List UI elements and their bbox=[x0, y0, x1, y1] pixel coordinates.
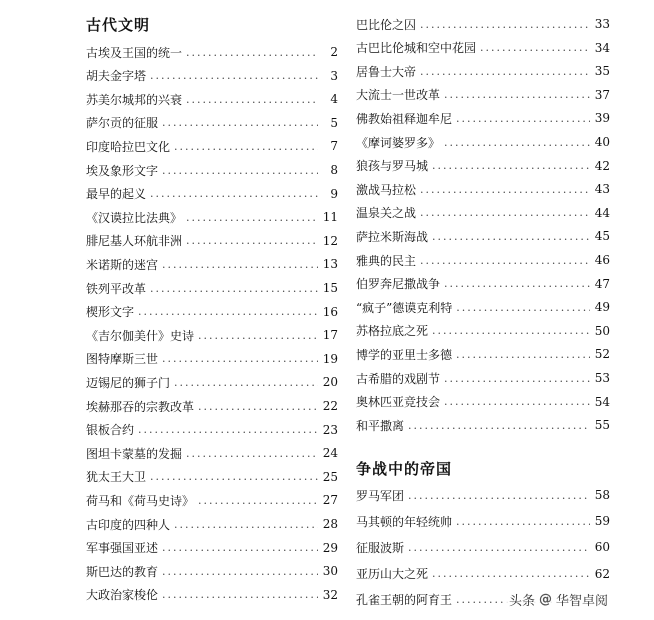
toc-entry-title: 埃及象形文字 bbox=[86, 163, 159, 178]
toc-entry-page: 9 bbox=[330, 186, 338, 201]
toc-entry-page: 59 bbox=[594, 514, 610, 529]
toc-entry-page: 24 bbox=[322, 446, 338, 461]
toc-entry bbox=[356, 38, 610, 58]
toc-entry-page: 16 bbox=[322, 304, 338, 319]
toc-entry bbox=[356, 297, 610, 317]
toc-entry-title: 斯巴达的教育 bbox=[86, 564, 159, 579]
toc-entry-page: 13 bbox=[322, 257, 338, 272]
toc-entry-page: 30 bbox=[322, 564, 338, 579]
toc-entry-title: 埃赫那吞的宗教改革 bbox=[86, 399, 195, 414]
toc-entry bbox=[86, 184, 338, 204]
toc-entry bbox=[86, 325, 338, 345]
toc-leader-dots bbox=[408, 419, 590, 432]
toc-leader-dots bbox=[432, 230, 590, 243]
toc-entry bbox=[356, 274, 610, 294]
toc-entry-page: 52 bbox=[594, 347, 610, 362]
toc-entry-page: 33 bbox=[594, 17, 610, 31]
toc-entry bbox=[86, 42, 338, 62]
toc-entry-title: 奥林匹亚竞技会 bbox=[356, 395, 441, 410]
toc-leader-dots bbox=[150, 69, 318, 82]
toc-leader-dots bbox=[162, 164, 318, 177]
toc-entry bbox=[86, 585, 338, 605]
toc-leader-dots bbox=[444, 136, 590, 149]
toc-entry-title: 雅典的民主 bbox=[356, 253, 417, 268]
toc-entry-page: 5 bbox=[330, 115, 338, 130]
toc-entry bbox=[86, 231, 338, 251]
toc-entry bbox=[86, 396, 338, 416]
toc-entry-title: 迈锡尼的狮子门 bbox=[86, 375, 171, 390]
toc-entry bbox=[356, 85, 610, 105]
toc-entry-page: 4 bbox=[330, 92, 338, 107]
toc-entry bbox=[86, 372, 338, 392]
toc-entry-title: 居鲁士大帝 bbox=[356, 64, 417, 79]
section-title-ancient: 古代文明 bbox=[86, 16, 151, 34]
toc-entry-title: 《吉尔伽美什》史诗 bbox=[86, 328, 195, 343]
toc-entry-page: 8 bbox=[330, 163, 338, 177]
toc-entry-page: 39 bbox=[594, 111, 610, 126]
toc-entry-title: 苏美尔城邦的兴衰 bbox=[86, 92, 183, 107]
toc-entry bbox=[86, 420, 338, 440]
toc-entry-title: 古巴比伦城和空中花园 bbox=[356, 41, 477, 56]
toc-entry-page: 37 bbox=[594, 87, 610, 102]
toc-entry-page: 47 bbox=[594, 276, 610, 291]
toc-entry bbox=[86, 514, 338, 534]
toc-entry-title: 犹太王大卫 bbox=[86, 470, 147, 485]
toc-leader-dots bbox=[444, 277, 590, 290]
toc-entry-page: 54 bbox=[594, 394, 610, 409]
toc-entry-title: 古希腊的戏剧节 bbox=[356, 371, 441, 386]
toc-leader-dots bbox=[186, 46, 318, 59]
toc-leader-dots bbox=[432, 324, 590, 337]
toc-entry bbox=[86, 207, 338, 227]
toc-leader-dots bbox=[186, 234, 318, 247]
toc-entry-title: 温泉关之战 bbox=[356, 206, 417, 221]
toc-entry-page: 55 bbox=[594, 418, 610, 433]
toc-entry-page: 42 bbox=[594, 158, 610, 173]
toc-leader-dots bbox=[456, 348, 590, 361]
toc-leader-dots bbox=[444, 88, 590, 101]
toc-entry-title: 伯罗奔尼撒战争 bbox=[356, 277, 441, 292]
toc-leader-dots bbox=[480, 41, 590, 54]
toc-entry-page: 19 bbox=[322, 351, 338, 366]
toc-leader-dots bbox=[150, 187, 318, 200]
toc-entry bbox=[356, 344, 610, 364]
toc-entry bbox=[86, 443, 338, 463]
toc-entry bbox=[86, 467, 338, 487]
toc-leader-dots bbox=[456, 515, 590, 528]
toc-entry-title: “疯子”德谟克利特 bbox=[356, 300, 453, 315]
toc-leader-dots bbox=[444, 395, 590, 408]
toc-entry bbox=[86, 66, 338, 86]
toc-entry-title: 征服波斯 bbox=[356, 540, 405, 555]
toc-entry-title: 最早的起义 bbox=[86, 187, 147, 202]
toc-entry-title: 佛教始祖释迦牟尼 bbox=[356, 111, 453, 126]
toc-entry-page: 17 bbox=[322, 328, 338, 343]
toc-entry-page: 27 bbox=[322, 493, 338, 508]
toc-leader-dots bbox=[408, 489, 590, 502]
at-icon: @ bbox=[539, 591, 553, 607]
toc-entry-title: 胡夫金字塔 bbox=[86, 69, 147, 84]
toc-entry-page: 28 bbox=[322, 517, 338, 531]
toc-entry bbox=[356, 485, 610, 505]
toc-entry bbox=[86, 89, 338, 109]
toc-entry bbox=[356, 511, 610, 531]
toc-entry bbox=[356, 14, 610, 34]
toc-entry-page: 20 bbox=[322, 375, 338, 390]
toc-entry bbox=[86, 302, 338, 322]
toc-entry-page: 53 bbox=[594, 371, 610, 385]
toc-entry-title: 大政治家梭伦 bbox=[86, 588, 159, 603]
toc-entry-title: 荷马和《荷马史诗》 bbox=[86, 493, 195, 508]
toc-entry-title: 军事强国亚述 bbox=[86, 541, 159, 556]
toc-entry-title: 银板合约 bbox=[86, 423, 135, 438]
toc-entry-title: 米诺斯的迷宫 bbox=[86, 257, 159, 272]
toc-entry-title: 古印度的四种人 bbox=[86, 517, 171, 532]
toc-entry-page: 46 bbox=[594, 253, 610, 267]
toc-entry-page: 23 bbox=[322, 422, 338, 437]
toc-leader-dots bbox=[162, 352, 318, 365]
toc-entry-title: 大流士一世改革 bbox=[356, 88, 441, 103]
toc-entry-page: 11 bbox=[322, 210, 338, 225]
toc-entry-page: 2 bbox=[330, 45, 338, 59]
toc-entry-page: 40 bbox=[594, 135, 610, 149]
toc-leader-dots bbox=[420, 206, 590, 219]
toc-entry-page: 45 bbox=[594, 229, 610, 244]
toc-entry-title: 苏格拉底之死 bbox=[356, 324, 429, 339]
toc-entry bbox=[86, 561, 338, 581]
toc-entry-page: 62 bbox=[594, 566, 610, 581]
toc-entry bbox=[356, 368, 610, 388]
toc-leader-dots bbox=[198, 400, 318, 413]
toc-entry-page: 29 bbox=[322, 540, 338, 555]
toc-leader-dots bbox=[162, 541, 318, 554]
toc-entry-page: 32 bbox=[322, 587, 338, 602]
toc-leader-dots bbox=[138, 423, 318, 436]
toc-entry-title: 《汉谟拉比法典》 bbox=[86, 210, 183, 225]
toc-entry bbox=[356, 226, 610, 246]
toc-leader-dots bbox=[420, 183, 590, 196]
toc-entry-title: 萨拉米斯海战 bbox=[356, 229, 429, 244]
toc-leader-dots bbox=[186, 447, 318, 460]
toc-entry-page: 49 bbox=[594, 300, 610, 315]
toc-entry-title: 古埃及王国的统一 bbox=[86, 45, 183, 60]
toc-leader-dots bbox=[174, 518, 318, 531]
toc-leader-dots bbox=[456, 112, 590, 125]
toc-entry bbox=[356, 179, 610, 199]
toc-entry bbox=[356, 203, 610, 223]
toc-entry-title: 罗马军团 bbox=[356, 488, 405, 503]
toc-entry-title: 印度哈拉巴文化 bbox=[86, 139, 171, 154]
toc-entry-title: 图坦卡蒙墓的发掘 bbox=[86, 446, 183, 461]
toc-leader-dots bbox=[432, 159, 590, 172]
toc-entry bbox=[356, 250, 610, 270]
toc-leader-dots bbox=[138, 305, 318, 318]
toc-leader-dots bbox=[420, 18, 590, 31]
toc-entry bbox=[86, 349, 338, 369]
toc-entry-title: 博学的亚里士多德 bbox=[356, 347, 453, 362]
toc-entry-title: 狼孩与罗马城 bbox=[356, 159, 429, 174]
toc-entry-title: 和平撒离 bbox=[356, 418, 405, 433]
toc-entry-page: 58 bbox=[594, 488, 610, 502]
toc-leader-dots bbox=[174, 376, 318, 389]
toc-entry bbox=[86, 254, 338, 274]
toc-entry-page: 44 bbox=[594, 205, 610, 220]
toc-leader-dots bbox=[150, 470, 318, 483]
toc-leader-dots bbox=[420, 254, 590, 267]
toc-entry-title: 激战马拉松 bbox=[356, 182, 417, 197]
toc-entry-title: 铁列平改革 bbox=[86, 281, 147, 296]
toc-entry-title: 楔形文字 bbox=[86, 305, 135, 320]
toc-entry-page: 43 bbox=[594, 182, 610, 197]
toc-entry-title: 萨尔贡的征服 bbox=[86, 116, 159, 131]
toc-entry-page: 3 bbox=[330, 68, 338, 83]
watermark-prefix: 头条 bbox=[509, 593, 536, 609]
toc-leader-dots bbox=[162, 565, 318, 578]
toc-entry-title: 图特摩斯三世 bbox=[86, 352, 159, 367]
toc-entry-page: 25 bbox=[322, 469, 338, 484]
toc-entry-page: 7 bbox=[330, 139, 338, 154]
toc-entry-page: 22 bbox=[322, 399, 338, 413]
section-title-empires: 争战中的帝国 bbox=[356, 460, 453, 478]
toc-entry bbox=[86, 160, 338, 180]
toc-leader-dots bbox=[198, 329, 318, 342]
toc-entry bbox=[86, 278, 338, 298]
watermark-name: 华智卓阅 bbox=[556, 593, 609, 609]
toc-leader-dots bbox=[162, 258, 318, 271]
toc-entry bbox=[356, 108, 610, 128]
toc-entry-page: 34 bbox=[594, 40, 610, 55]
toc-entry bbox=[356, 564, 610, 584]
toc-entry bbox=[356, 156, 610, 176]
toc-entry bbox=[356, 321, 610, 341]
toc-leader-dots bbox=[186, 93, 318, 106]
toc-entry-page: 60 bbox=[594, 540, 610, 555]
toc-leader-dots bbox=[408, 541, 590, 554]
toc-entry-title: 腓尼基人环航非洲 bbox=[86, 234, 183, 249]
toc-leader-dots bbox=[150, 282, 318, 295]
toc-entry-title: 亚历山大之死 bbox=[356, 567, 429, 582]
toc-entry-title: 巴比伦之囚 bbox=[356, 17, 417, 32]
toc-leader-dots bbox=[198, 494, 318, 507]
toc-entry bbox=[356, 537, 610, 557]
toc-entry-page: 35 bbox=[594, 64, 610, 79]
watermark bbox=[506, 588, 611, 610]
toc-entry bbox=[86, 113, 338, 133]
toc-entry bbox=[86, 136, 338, 156]
toc-entry-title: 孔雀王朝的阿育王 bbox=[356, 593, 453, 608]
toc-entry bbox=[356, 415, 610, 435]
toc-leader-dots bbox=[162, 116, 318, 129]
toc-entry bbox=[86, 490, 338, 510]
toc-entry-title: 马其顿的年轻统帅 bbox=[356, 514, 453, 529]
toc-entry bbox=[356, 132, 610, 152]
toc-leader-dots bbox=[432, 567, 590, 580]
toc-leader-dots bbox=[444, 372, 590, 385]
toc-leader-dots bbox=[456, 301, 590, 314]
toc-entry bbox=[86, 538, 338, 558]
toc-entry-page: 50 bbox=[594, 323, 610, 338]
toc-entry-page: 15 bbox=[322, 281, 338, 295]
toc-entry-title: 《摩诃婆罗多》 bbox=[356, 135, 441, 150]
toc-leader-dots bbox=[174, 140, 318, 153]
toc-entry bbox=[356, 61, 610, 81]
toc-entry bbox=[356, 392, 610, 412]
toc-leader-dots bbox=[162, 588, 318, 601]
toc-leader-dots bbox=[186, 211, 318, 224]
toc-leader-dots bbox=[420, 65, 590, 78]
toc-entry-page: 12 bbox=[322, 233, 338, 248]
